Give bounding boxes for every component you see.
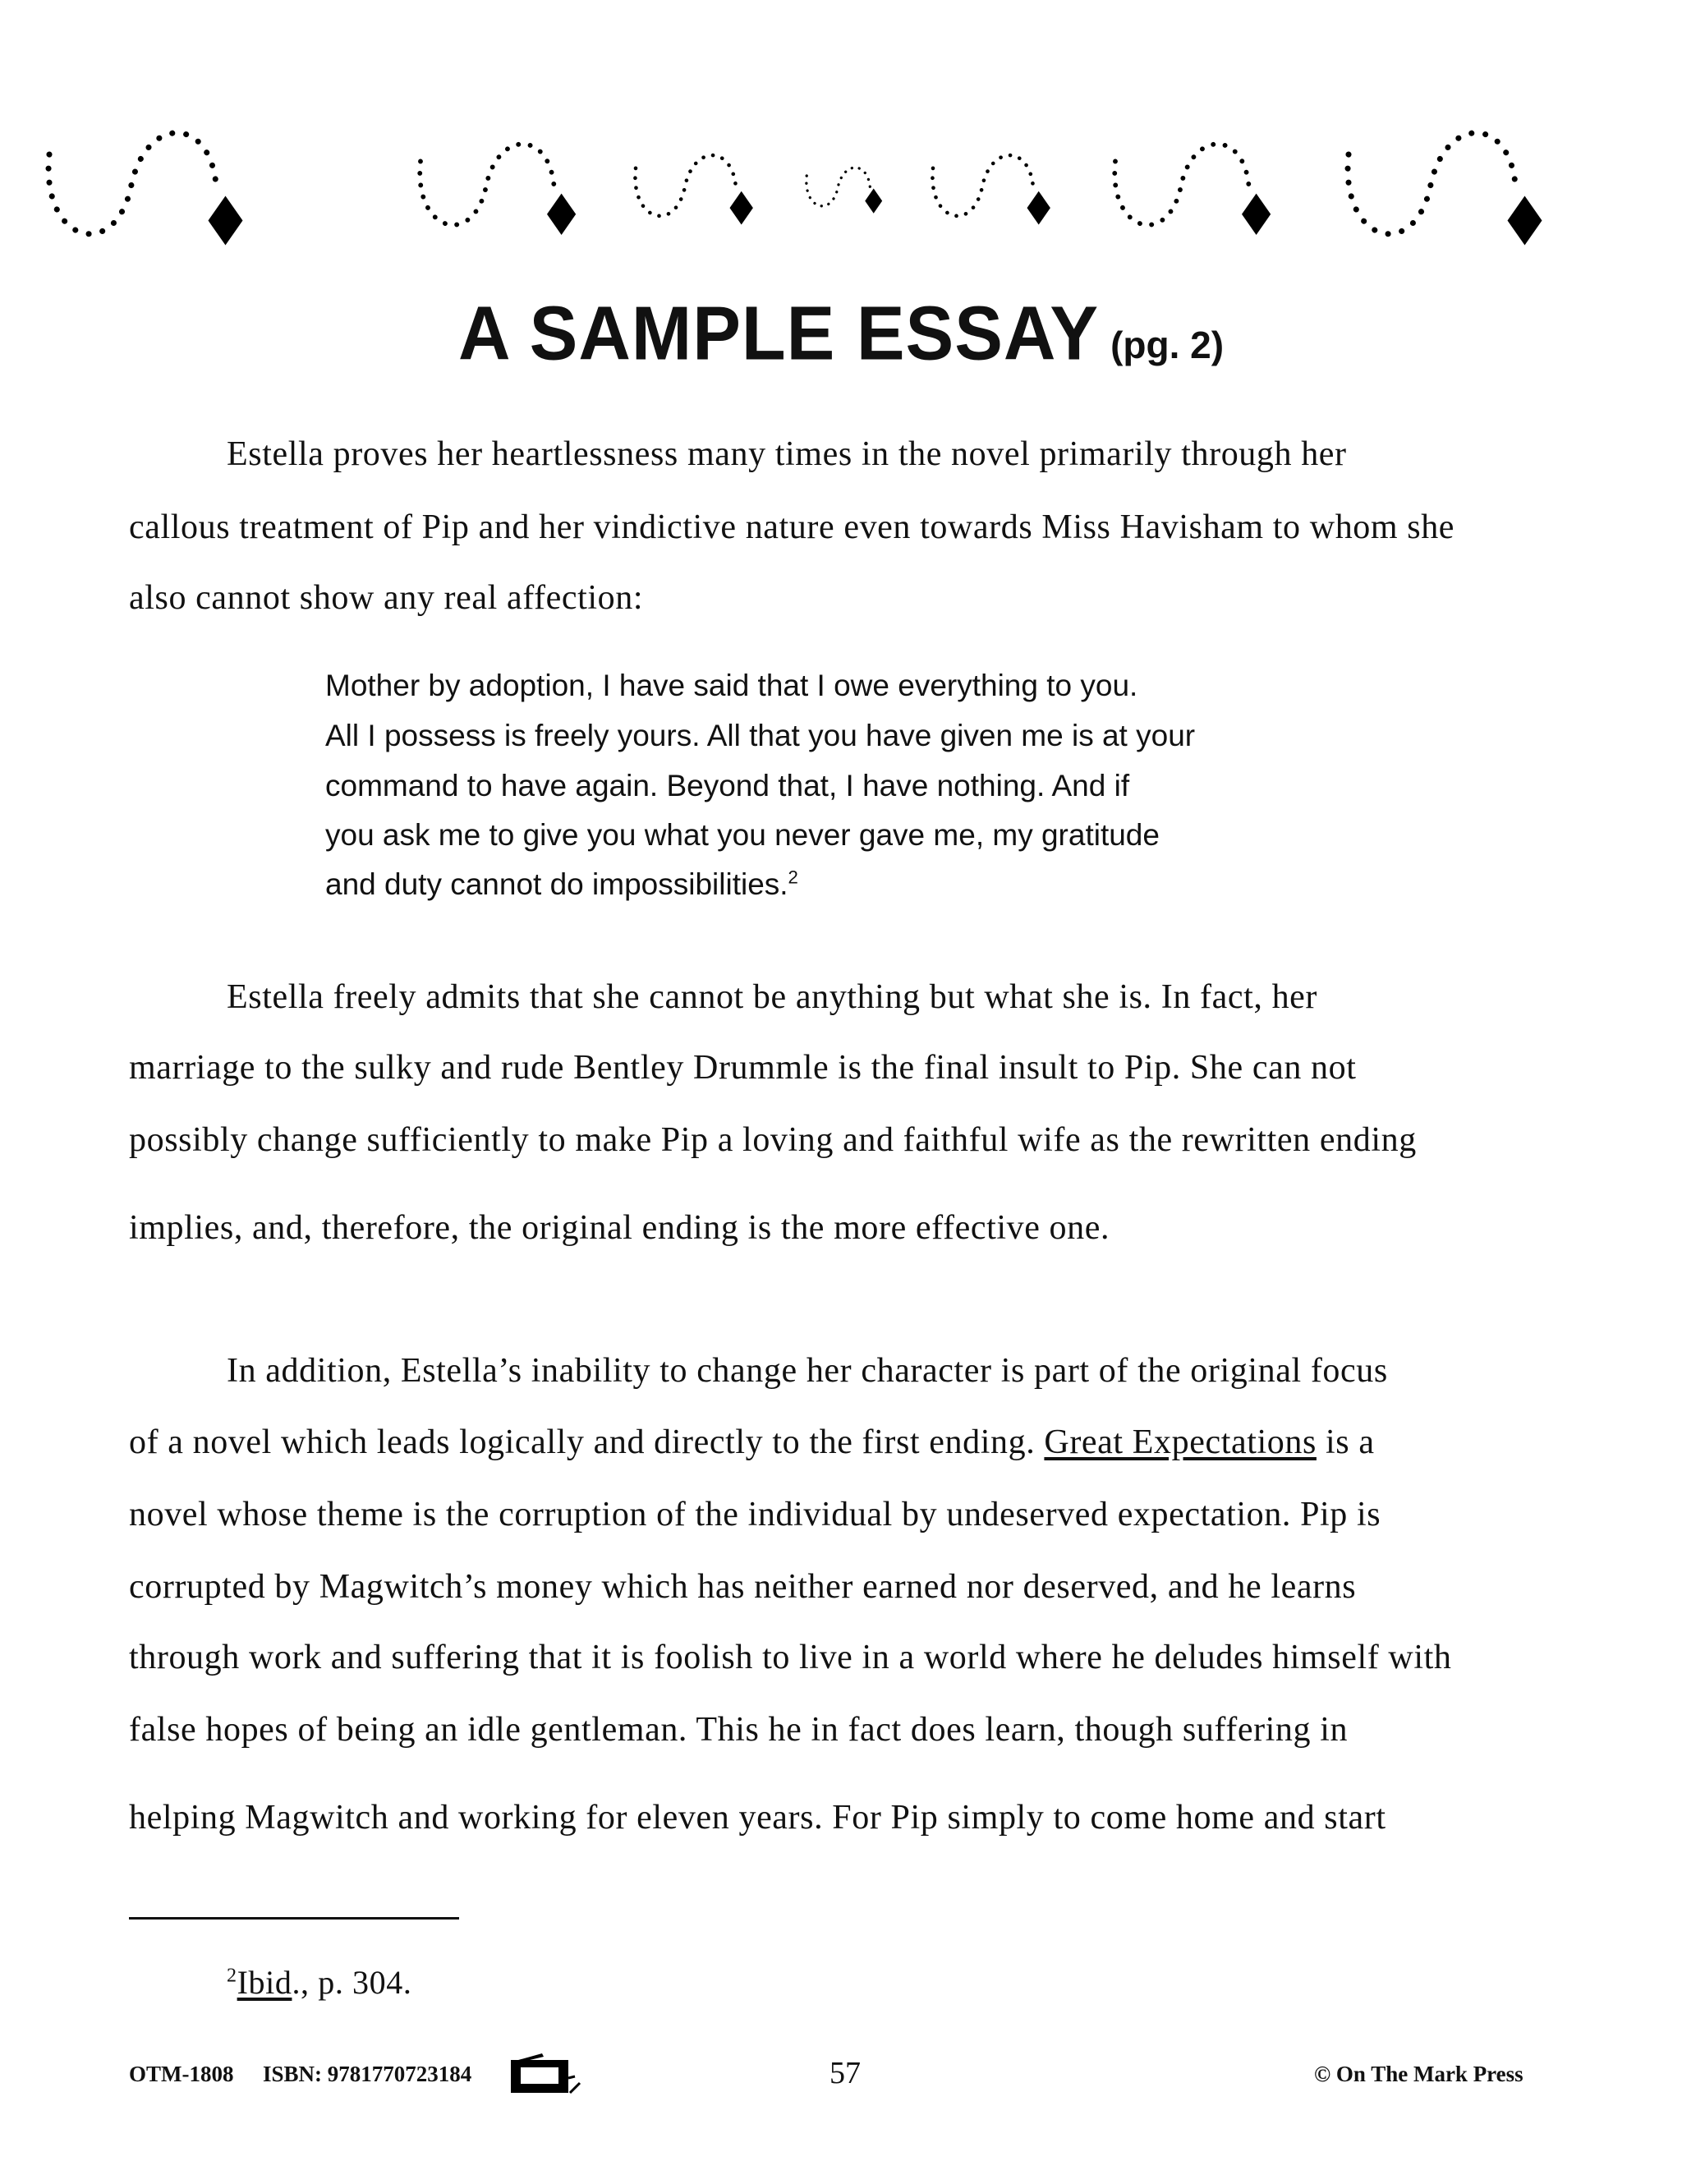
footnote-ibid: Ibid bbox=[237, 1964, 292, 2001]
diamond-icon bbox=[1027, 191, 1050, 225]
text: is a bbox=[1316, 1423, 1375, 1461]
paragraph-3-line: false hopes of being an idle gentleman. This he in fact does learn, though suffering in bbox=[129, 1711, 1349, 1749]
paragraph-3-line: novel whose theme is the corruption of the individual by undeserved expectation. Pip is bbox=[129, 1496, 1381, 1533]
dotted-wave bbox=[1114, 144, 1249, 224]
quote-text: and duty cannot do impossibilities. bbox=[325, 867, 788, 901]
quote-line: All I possess is freely yours. All that you have given me is at your bbox=[325, 719, 1196, 752]
footnote-mark: 2 bbox=[227, 1965, 237, 1987]
page-number: 57 bbox=[830, 2056, 861, 2090]
title-main: A SAMPLE ESSAY bbox=[457, 290, 1100, 376]
footnote-ref: 2 bbox=[788, 867, 798, 888]
dotted-wave bbox=[635, 155, 736, 216]
paragraph-3-line bbox=[129, 1425, 1375, 1460]
text: of a novel which leads logically and directly to the first ending. bbox=[129, 1423, 1045, 1461]
book-title: Great Expectations bbox=[1044, 1423, 1317, 1461]
footnote bbox=[227, 1966, 411, 2000]
paragraph-1-line: callous treatment of Pip and her vindictive nature even towards Miss Havisham to whom she bbox=[129, 508, 1455, 546]
paragraph-1-line: also cannot show any real affection: bbox=[129, 579, 644, 617]
paragraph-3-line: In addition, Estella’s inability to change her character is part of the original focus bbox=[227, 1352, 1388, 1390]
footnote-divider bbox=[129, 1917, 459, 1920]
diamond-icon bbox=[547, 194, 576, 235]
paragraph-2-line: marriage to the sulky and rude Bentley Drummle is the final insult to Pip. She can not bbox=[129, 1049, 1357, 1087]
dotted-wave bbox=[1348, 133, 1515, 234]
quote-line: command to have again. Beyond that, I have nothing. And if bbox=[325, 769, 1130, 802]
diamond-icon bbox=[1508, 196, 1542, 246]
diamond-icon bbox=[865, 189, 882, 214]
quote-line bbox=[325, 868, 798, 901]
paragraph-3-line: through work and suffering that it is foolish to live in a world where he deludes himself with bbox=[129, 1639, 1452, 1676]
footer-code: OTM-1808 bbox=[129, 2062, 234, 2086]
footer-publisher: © On The Mark Press bbox=[1314, 2062, 1523, 2086]
dotted-wave bbox=[807, 168, 871, 206]
footer-isbn: ISBN: 9781770723184 bbox=[263, 2062, 472, 2086]
page-title bbox=[0, 292, 1682, 375]
title-subtitle: (pg. 2) bbox=[1110, 324, 1225, 366]
quote-line: you ask me to give you what you never gave me, my gratitude bbox=[325, 818, 1160, 852]
paragraph-2-line: Estella freely admits that she cannot be anything but what she is. In fact, her bbox=[227, 978, 1318, 1016]
paragraph-3-line: helping Magwitch and working for eleven years. For Pip simply to come home and start bbox=[129, 1799, 1386, 1837]
diamond-icon bbox=[209, 196, 243, 246]
decorative-border bbox=[0, 115, 1682, 263]
footnote-text: ., p. 304. bbox=[292, 1964, 412, 2001]
dotted-wave bbox=[48, 133, 216, 234]
paragraph-3-line: corrupted by Magwitch’s money which has neither earned nor deserved, and he learns bbox=[129, 1568, 1357, 1606]
paragraph-2-line: possibly change sufficiently to make Pip a loving and faithful wife as the rewritten ending bbox=[129, 1121, 1417, 1159]
dotted-wave bbox=[932, 155, 1033, 216]
quote-line: Mother by adoption, I have said that I owe everything to you. bbox=[325, 669, 1138, 702]
diamond-icon bbox=[730, 191, 753, 225]
paragraph-2-line: implies, and, therefore, the original ending is the more effective one. bbox=[129, 1209, 1110, 1247]
diamond-icon bbox=[1242, 194, 1271, 235]
dotted-wave bbox=[420, 144, 554, 224]
copier-icon bbox=[509, 2053, 600, 2094]
paragraph-1-line: Estella proves her heartlessness many times in the novel primarily through her bbox=[227, 435, 1347, 473]
